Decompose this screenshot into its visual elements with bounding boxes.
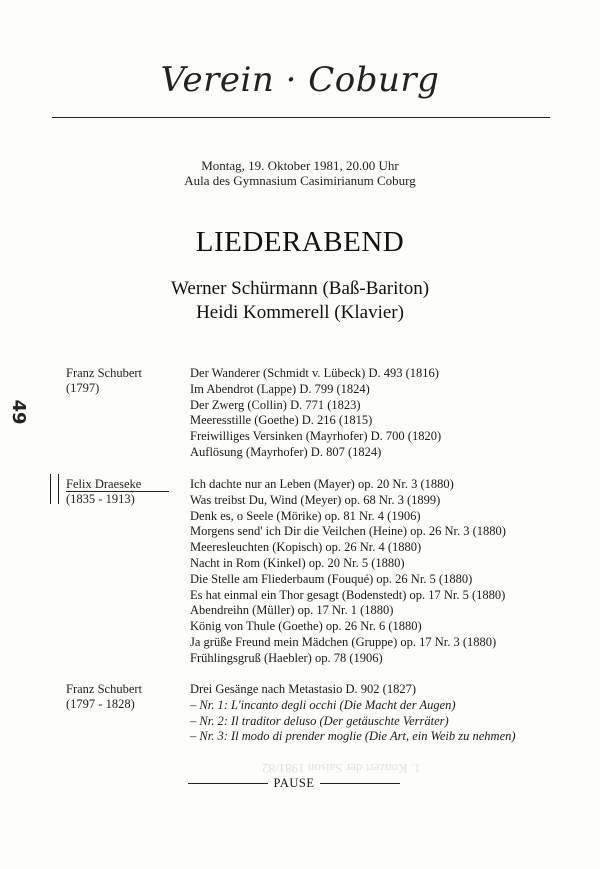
song-list [190,682,516,745]
composer-block [66,682,142,712]
song-item: Der Zwerg (Collin) D. 771 (1823) [190,397,361,412]
song-item: Meeresstille (Goethe) D. 216 (1815) [190,413,373,428]
song-item: Abendreihn (Müller) op. 17 Nr. 1 (1880) [190,603,394,618]
composer-dates: (1797 - 1828) [66,697,135,711]
composer-name: Franz Schubert [66,682,143,696]
composer-dates: (1797) [66,381,100,395]
song-subitem: – Nr. 1: L'incanto degli occhi (Die Macht der Augen) [190,697,456,712]
pause-label: PAUSE [273,775,315,790]
header-divider [52,117,550,118]
song-item: Es hat einmal ein Thor gesagt (Bodenstedt) op. 17 Nr. 5 (1880) [190,587,506,602]
composer-block [66,477,169,507]
composer-dates: (1835 - 1913) [66,492,135,506]
song-subitem: – Nr. 2: Il traditor deluso (Der getäuschte Verräter) [190,713,449,728]
song-item: Ich dachte nur an Leben (Mayer) op. 20 Nr. 3 (1880) [190,477,454,491]
pause-rule-right [320,783,400,784]
header-title: Verein · Coburg [160,60,440,100]
song-item: Morgens send' ich Dir die Veilchen (Heine) op. 26 Nr. 3 (1880) [190,524,506,539]
song-subitem: – Nr. 3: Il modo di prender moglie (Die Art, ein Weib zu nehmen) [190,729,516,744]
song-list [190,477,506,667]
song-item: Was treibst Du, Wind (Meyer) op. 68 Nr. 3 (1899) [190,492,441,507]
margin-bracket-mark [50,474,59,504]
song-item: Nacht in Rom (Kinkel) op. 20 Nr. 5 (1880) [190,555,405,570]
song-item: Auflösung (Mayrhofer) D. 807 (1824) [190,444,382,459]
composer-name: Felix Draeseke [66,477,169,492]
song-item: Der Wanderer (Schmidt v. Lübeck) D. 493 (1816) [190,366,439,380]
archive-number-mark: 49 [8,399,30,425]
song-item: Drei Gesänge nach Metastasio D. 902 (1827) [190,682,416,696]
song-list [190,366,441,461]
song-item: Frühlingsgruß (Haebler) op. 78 (1906) [190,650,383,665]
event-date: Montag, 19. Oktober 1981, 20.00 Uhr [201,158,399,173]
pause-divider [188,774,400,792]
song-item: Ja grüße Freund mein Mädchen (Gruppe) op. 17 Nr. 3 (1880) [190,634,497,649]
pause-rule-left [188,783,268,784]
composer-block [66,366,142,396]
composer-name: Franz Schubert [66,366,143,380]
song-item: Im Abendrot (Lappe) D. 799 (1824) [190,381,370,396]
song-item: Meeresleuchten (Kopisch) op. 26 Nr. 4 (1880) [190,540,422,555]
event-venue: Aula des Gymnasium Casimirianum Coburg [184,173,416,188]
song-item: Die Stelle am Fliederbaum (Fouqué) op. 26 Nr. 5 (1880) [190,571,473,586]
song-item: König von Thule (Goethe) op. 26 Nr. 6 (1880) [190,619,422,634]
song-item: Freiwilliges Versinken (Mayrhofer) D. 700 (1820) [190,429,442,444]
performer-pianist: Heidi Kommerell (Klavier) [196,302,404,323]
bleed-through-text: 1. Konzert der Saison 1981/82 [262,761,421,776]
page-title: LIEDERABEND [195,226,405,258]
song-item: Denk es, o Seele (Mörike) op. 81 Nr. 4 (1906) [190,508,421,523]
performer-singer: Werner Schürmann (Baß-Bariton) [170,278,430,299]
